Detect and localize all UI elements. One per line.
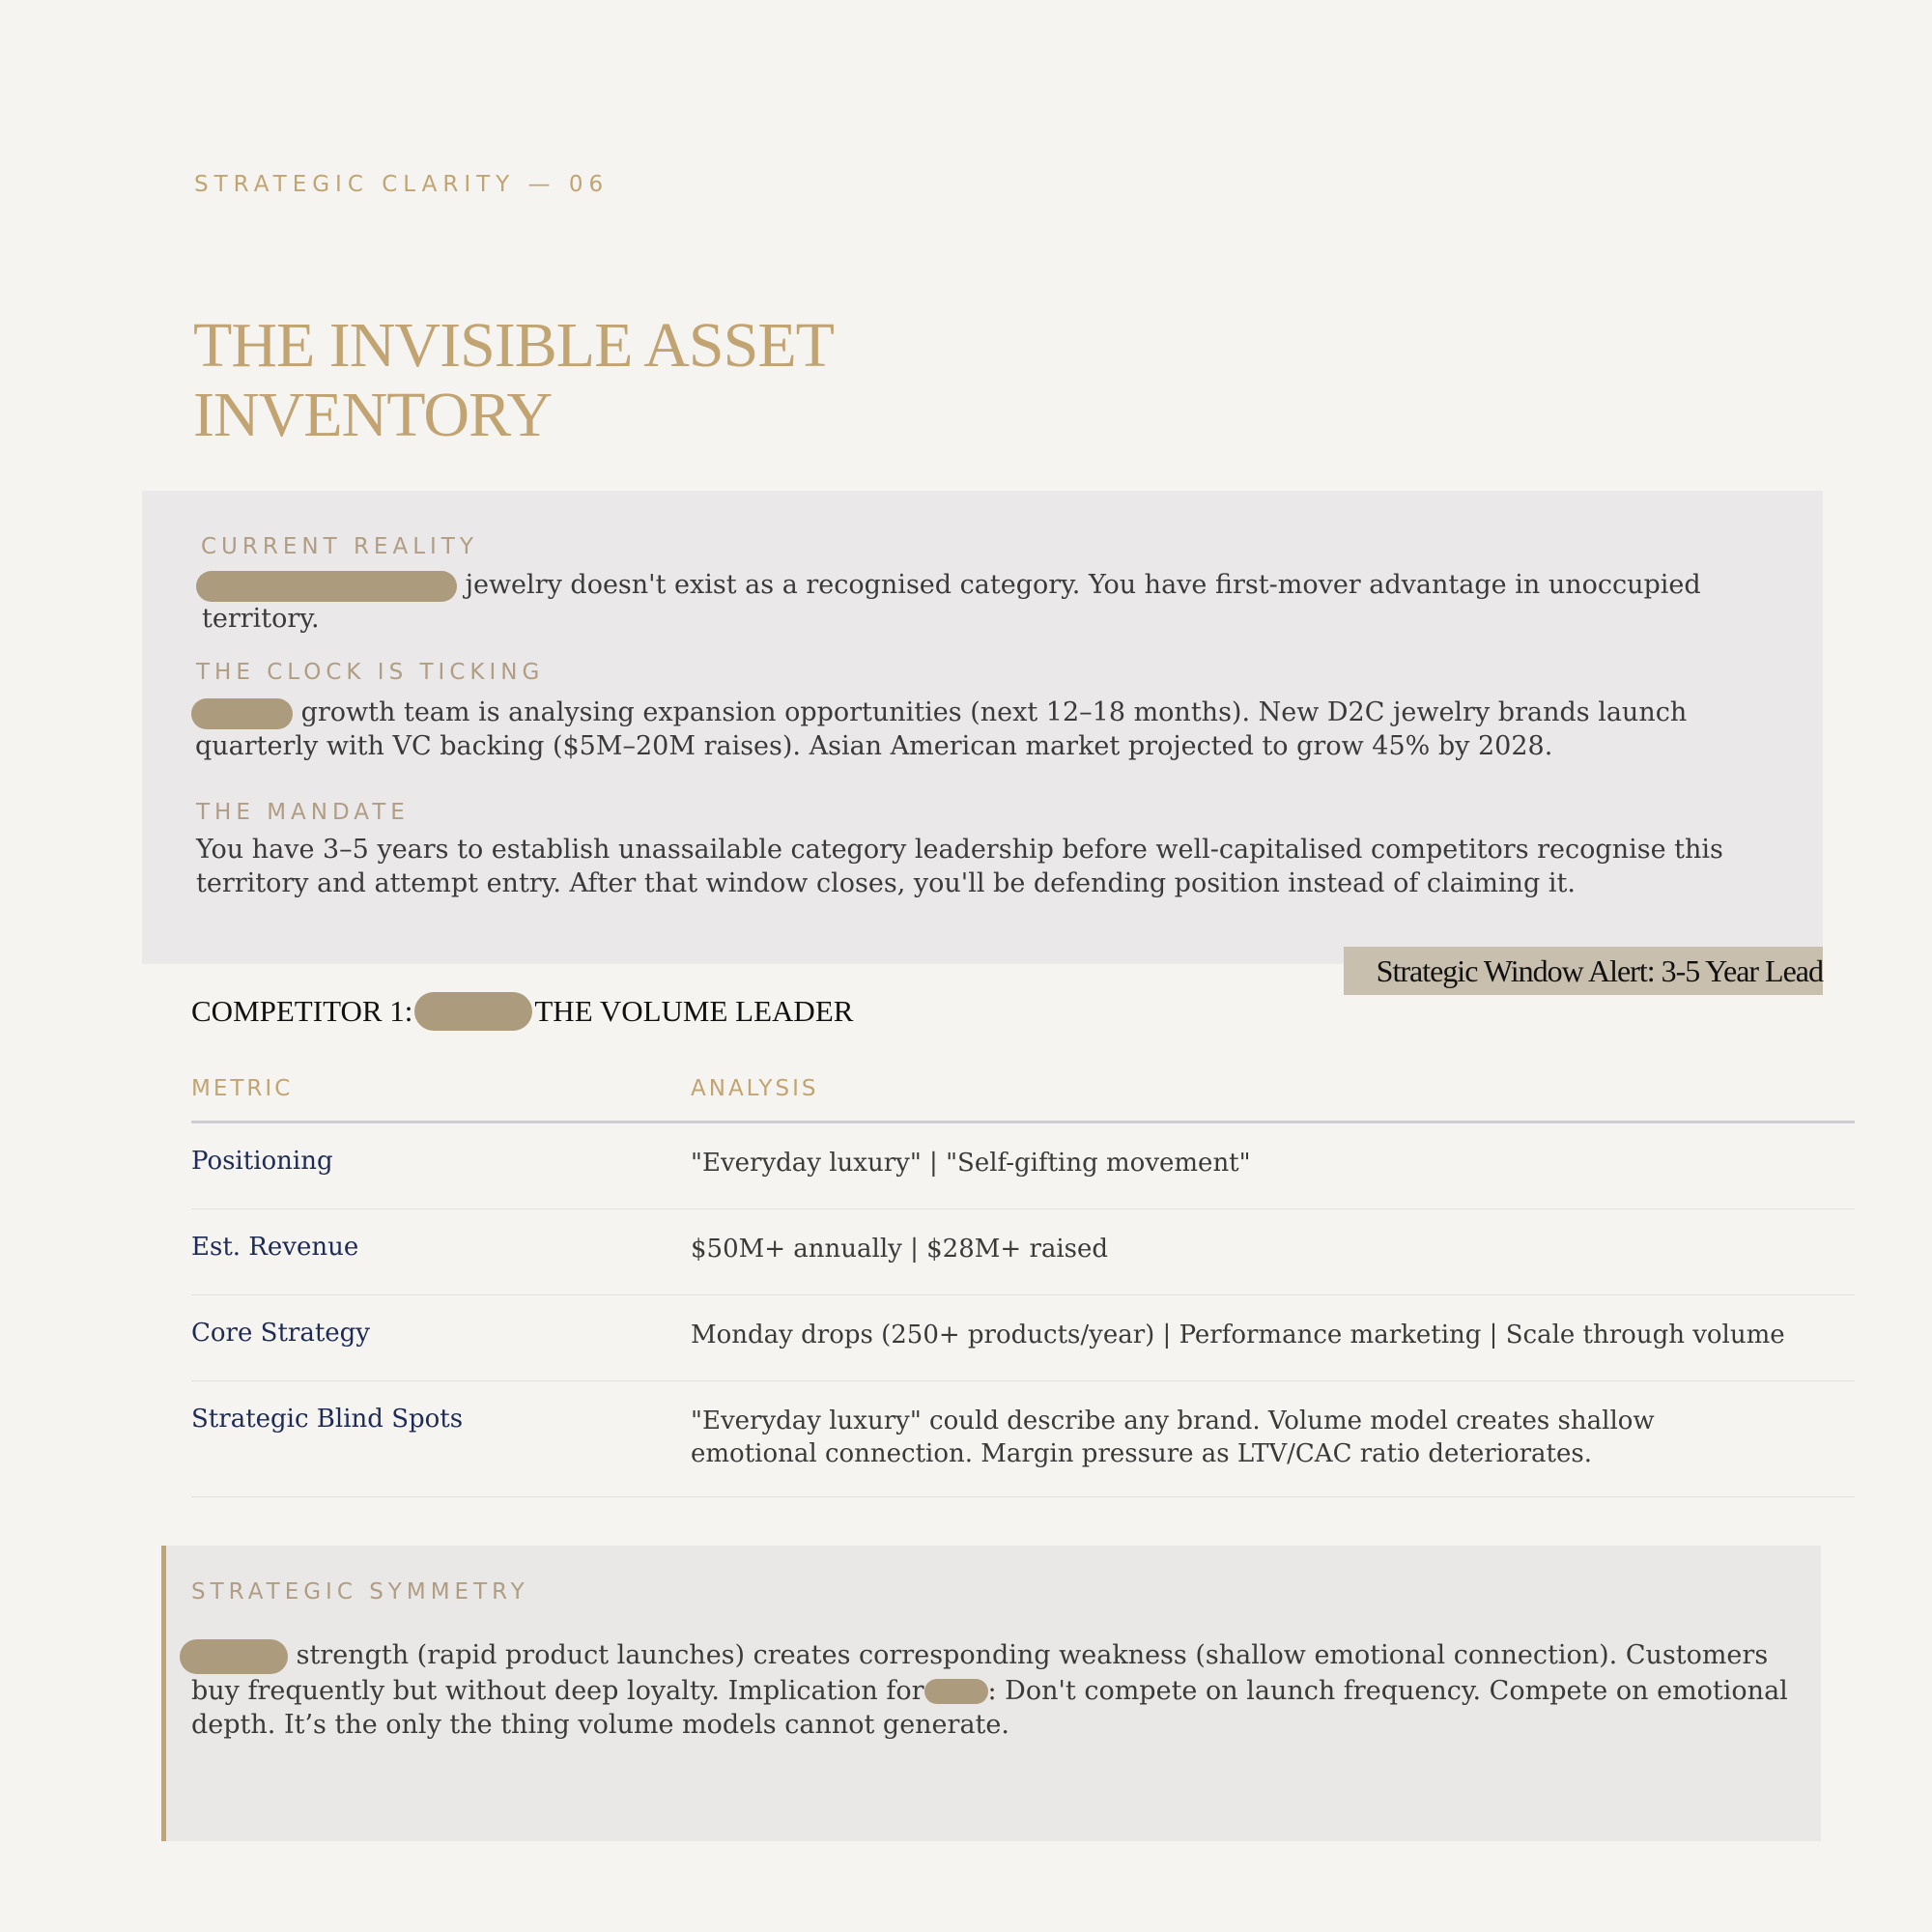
row-divider bbox=[191, 1380, 1855, 1381]
row-divider bbox=[191, 1294, 1855, 1295]
analysis-cell: "Everyday luxury" could describe any brand. Volume model creates shallow emotional connection. Margin pressure as LTV/CAC ratio deteriorates. bbox=[691, 1406, 1655, 1468]
clock-label: THE CLOCK IS TICKING bbox=[196, 660, 545, 685]
analysis-cell: "Everyday luxury" | "Self-gifting movement" bbox=[691, 1149, 1251, 1178]
symmetry-line-1: strength (rapid product launches) creates corresponding weakness (shallow emotional connection). Customers bbox=[296, 1640, 1769, 1670]
current-reality-label: CURRENT REALITY bbox=[201, 534, 478, 559]
symmetry-line-2b: : Don't compete on launch frequency. Compete on emotional bbox=[987, 1675, 1788, 1706]
symmetry-line-2a: buy frequently but without deep loyalty. Implication for bbox=[191, 1675, 924, 1706]
competitor-heading-suffix: THE VOLUME LEADER bbox=[534, 994, 854, 1028]
mandate-line-1: You have 3–5 years to establish unassailable category leadership before well-capitalised competitors recognise this bbox=[196, 835, 1723, 865]
analysis-cell: Monday drops (250+ products/year) | Performance marketing | Scale through volume bbox=[691, 1321, 1785, 1350]
analysis-cell: $50M+ annually | $28M+ raised bbox=[691, 1235, 1109, 1264]
redacted-competitor-name bbox=[414, 992, 532, 1031]
page-title bbox=[193, 311, 1063, 450]
symmetry-text bbox=[180, 1638, 1812, 1742]
metric-cell: Positioning bbox=[191, 1147, 333, 1176]
current-reality-line-1: jewelry doesn't exist as a recognised category. You have first-mover advantage in unoccupied bbox=[465, 570, 1701, 600]
competitor-heading-prefix: COMPETITOR 1: bbox=[191, 994, 413, 1028]
mandate-line-2: territory and attempt entry. After that window closes, you'll be defending position instead of claiming it. bbox=[196, 868, 1576, 898]
page-title-line-2: INVENTORY bbox=[193, 380, 553, 450]
mandate-label: THE MANDATE bbox=[196, 800, 410, 825]
column-header-analysis: ANALYSIS bbox=[691, 1076, 819, 1101]
mandate-text bbox=[196, 833, 1800, 900]
current-reality-line-2: territory. bbox=[202, 604, 320, 634]
clock-text bbox=[191, 696, 1795, 763]
row-divider bbox=[191, 1208, 1855, 1209]
table-header-divider bbox=[191, 1121, 1855, 1123]
current-reality-text bbox=[196, 568, 1800, 636]
context-panel bbox=[142, 491, 1823, 964]
column-header-metric: METRIC bbox=[191, 1076, 294, 1101]
redacted-competitor-name bbox=[191, 698, 293, 729]
strategic-window-alert: Strategic Window Alert: 3-5 Year Lead bbox=[1344, 947, 1823, 995]
strategic-symmetry-callout bbox=[161, 1546, 1821, 1841]
row-divider bbox=[191, 1496, 1855, 1497]
redacted-brand-name bbox=[924, 1679, 988, 1704]
metric-cell: Est. Revenue bbox=[191, 1233, 359, 1262]
competitor-heading bbox=[191, 989, 853, 1034]
clock-line-1: growth team is analysing expansion opportunities (next 12–18 months). New D2C jewelry brands launch bbox=[300, 697, 1688, 727]
metric-cell: Core Strategy bbox=[191, 1319, 370, 1348]
redacted-competitor-name bbox=[180, 1639, 288, 1674]
metric-cell: Strategic Blind Spots bbox=[191, 1405, 464, 1434]
symmetry-label: STRATEGIC SYMMETRY bbox=[191, 1579, 529, 1605]
clock-line-2: quarterly with VC backing ($5M–20M raises). Asian American market projected to grow 45% by 2028. bbox=[195, 731, 1553, 761]
page-title-line-1: THE INVISIBLE ASSET bbox=[193, 310, 834, 381]
redacted-brand-name bbox=[196, 571, 457, 602]
section-eyebrow: STRATEGIC CLARITY — 06 bbox=[194, 172, 610, 197]
symmetry-line-3: depth. It’s the only the thing volume models cannot generate. bbox=[191, 1709, 1009, 1740]
